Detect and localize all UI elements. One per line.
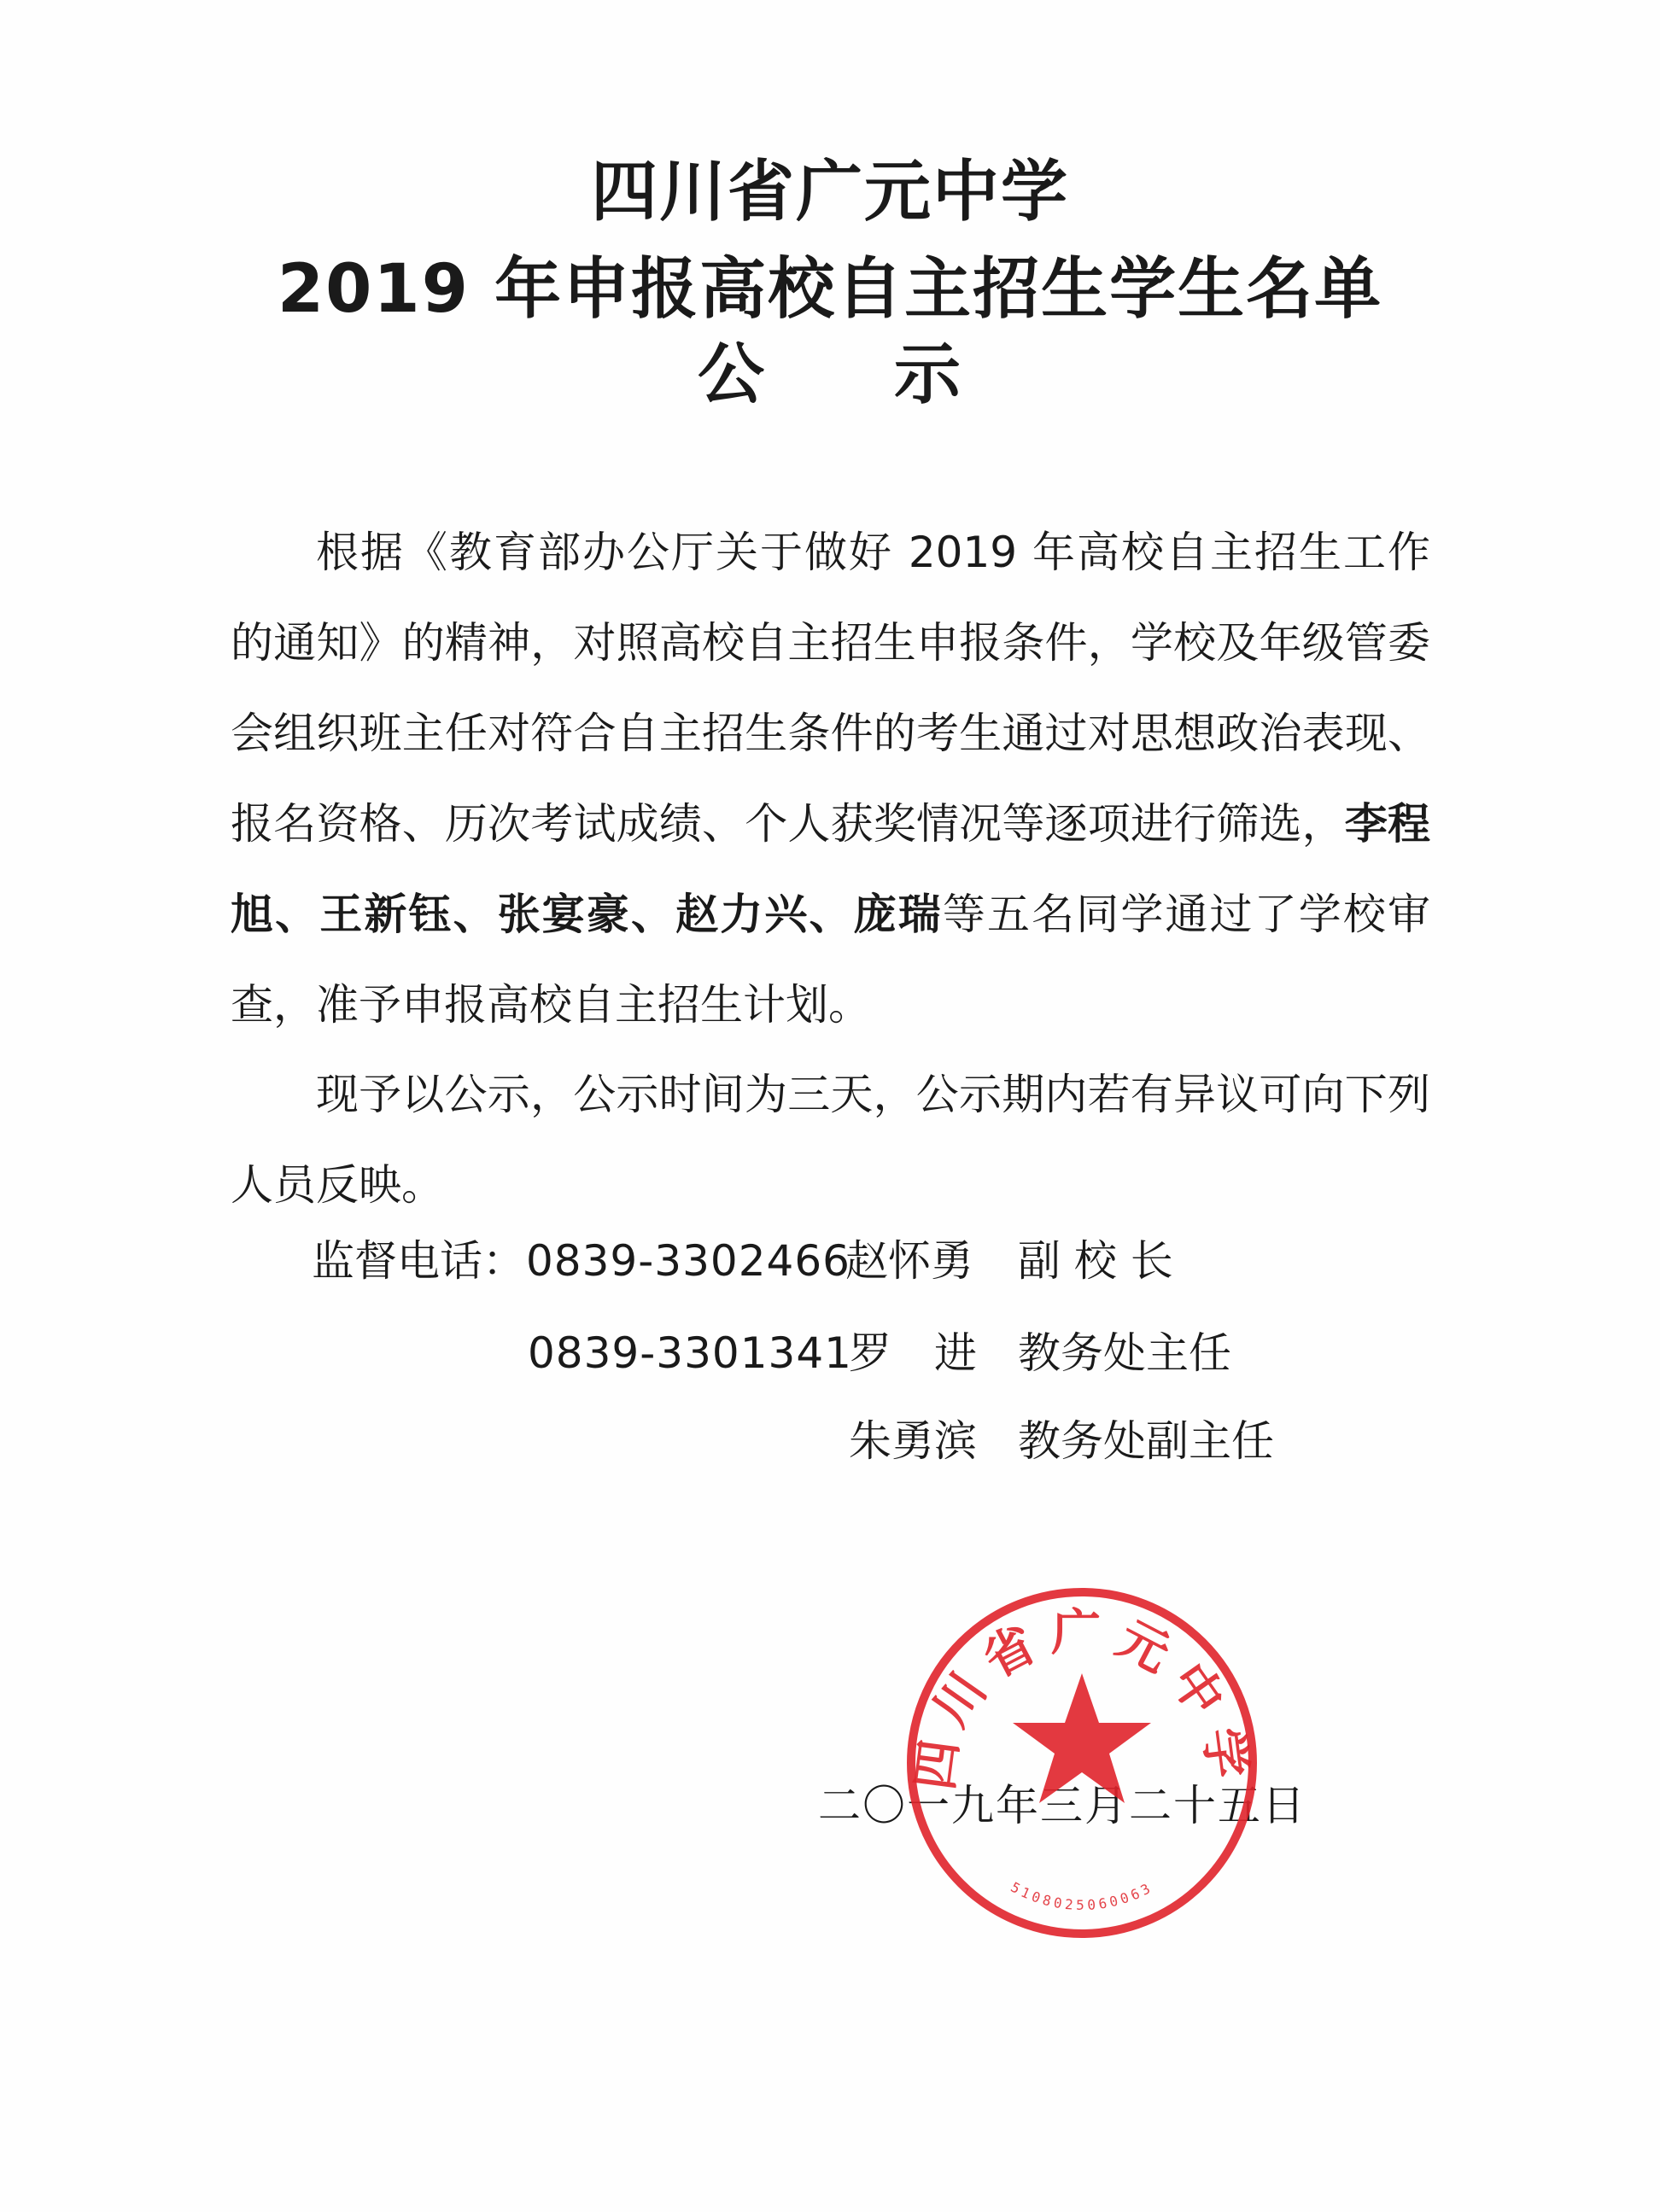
contact-phone-1: 0839-3302466 xyxy=(526,1236,850,1286)
contact-title-3: 教务处副主任 xyxy=(1018,1416,1274,1466)
issue-date: 二〇一九年三月二十五日 xyxy=(818,1781,1306,1830)
school-name-title: 四川省广元中学 xyxy=(590,154,1069,231)
star-icon xyxy=(1013,1673,1151,1803)
supervision-label: 监督电话： xyxy=(312,1236,525,1286)
body-paragraph-2: 现予以公示，公示时间为三天，公示期内若有异议可向下列人员反映。 xyxy=(231,1070,1430,1210)
contact-phone-2: 0839-3301341 xyxy=(528,1328,852,1378)
paragraph-1-text-a: 根据《教育部办公厅关于做好 2019 年高校自主招生工作的通知》的精神，对照高校自主招生申报条件，学校及年级管委会组织班主任对符合自主招生条件的考生通过对思想政治表现、报名资格、历次考试成绩、个人获奖情况等逐项进行筛选， xyxy=(231,528,1430,849)
svg-text:5108025060063: 5108025060063 xyxy=(1008,1878,1156,1914)
contact-name-1: 赵怀勇 xyxy=(845,1236,973,1286)
paragraph-1-text-b: 等五名同学通过了学校审查，准予申报高校自主招生计划。 xyxy=(231,890,1431,1030)
svg-text:四川省广元中学: 四川省广元中学 xyxy=(905,1603,1259,1794)
announcement-char-2: 示 xyxy=(894,336,963,413)
body-paragraph-1 xyxy=(231,507,1430,1050)
announcement-heading xyxy=(0,336,1660,413)
official-seal-stamp xyxy=(898,1579,1265,1946)
contact-name-3: 朱勇滨 xyxy=(849,1416,977,1466)
announcement-char-1: 公 xyxy=(697,336,766,413)
contact-title-2: 教务处主任 xyxy=(1018,1328,1231,1378)
notice-subtitle: 2019 年申报高校自主招生学生名单 xyxy=(277,251,1383,328)
student-names: 李程旭、王新钰、张宴豪、赵力兴、庞瑞 xyxy=(231,799,1431,939)
contact-name-2: 罗 进 xyxy=(849,1328,977,1378)
contact-title-1: 副 校 长 xyxy=(1018,1236,1173,1286)
